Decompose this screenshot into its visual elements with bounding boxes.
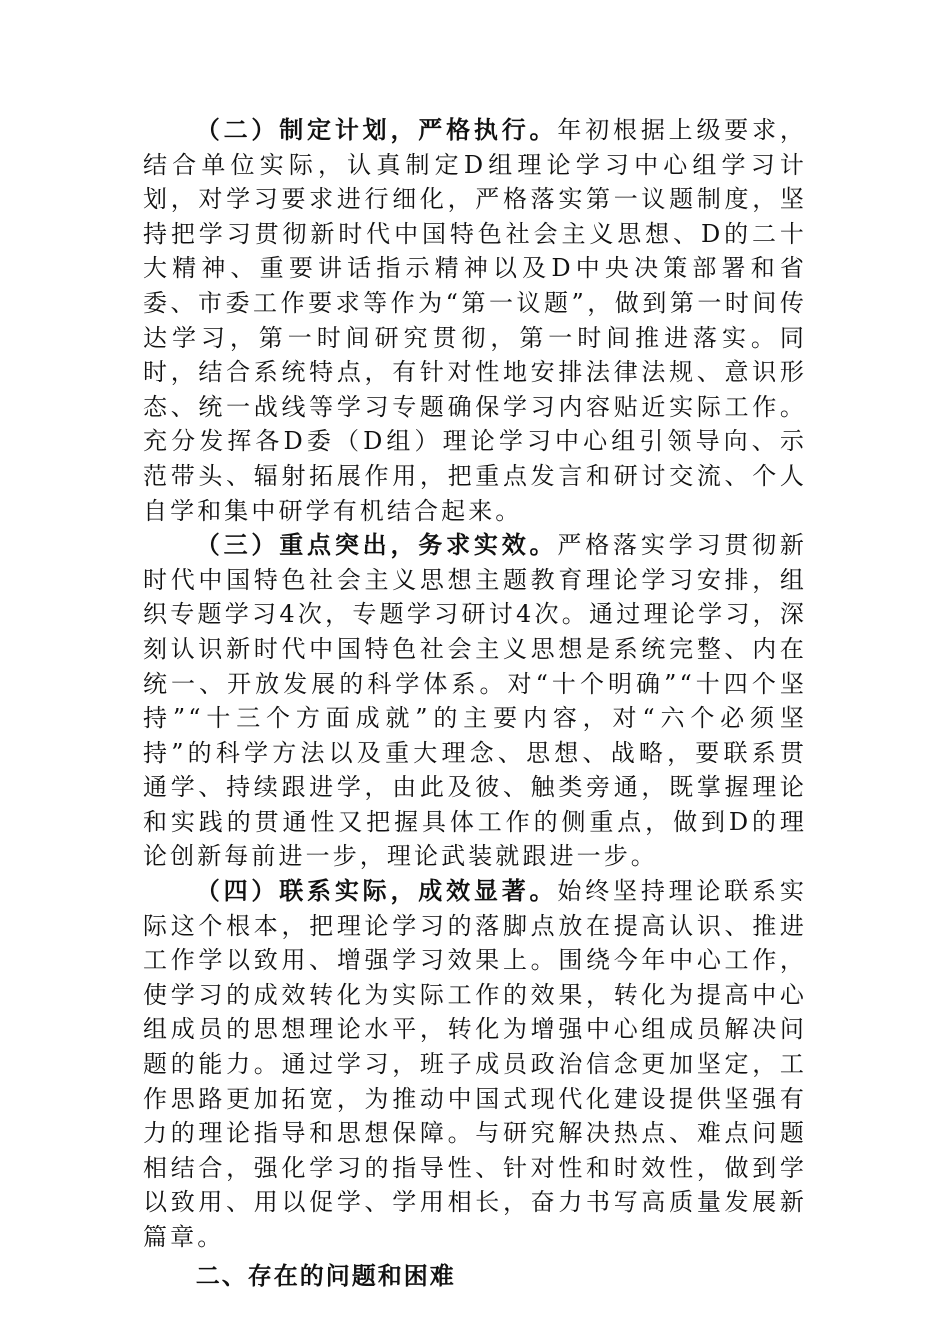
paragraph-text: 严格落实学习贯彻新时代中国特色社会主义思想主题教育理论学习安排，组织专题学习4次，专题学习研讨4次。通过理论学习，深刻认识新时代中国特色社会主义思想是系统完整、内在统一、开放发展的科学体系。对“十个明确”“十四个坚持”“十三个方面成就”的主要内容，对“六个必须坚持”的科学方法以及重大理念、思想、战略，要联系贯通学、持续跟进学，由此及彼、触类旁通，既掌握理论和实践的贯通性又把握具体工作的侧重点，做到D的理论创新每前进一步，理论武装就跟进一步。 [143, 531, 807, 871]
paragraph-text: 始终坚持理论联系实际这个根本，把理论学习的落脚点放在提高认识、推进工作学以致用、增强学习效果上。围绕今年中心工作，使学习的成效转化为实际工作的效果，转化为提高中心组成员的思想理论水平，转化为增强中心组成员解决问题的能力。通过学习，班子成员政治信念更加坚定，工作思路更加拓宽，为推动中国式现代化建设提供坚强有力的理论指导和思想保障。与研究解决热点、难点问题相结合，强化学习的指导性、针对性和时效性，做到学以致用、用以促学、学用相长，奋力书写高质量发展新篇章。 [143, 877, 807, 1251]
paragraph-text: 年初根据上级要求，结合单位实际，认真制定D组理论学习中心组学习计划，对学习要求进行细化，严格落实第一议题制度，坚持把学习贯彻新时代中国特色社会主义思想、D的二十大精神、重要讲话指示精神以及D中央决策部署和省委、市委工作要求等作为“第一议题”，做到第一时间传达学习，第一时间研究贯彻，第一时间推进落实。同时，结合系统特点，有针对性地安排法律法规、意识形态、统一战线等学习专题确保学习内容贴近实际工作。充分发挥各D委（D组）理论学习中心组引领导向、示范带头、辐射拓展作用，把重点发言和研讨交流、个人自学和集中研学有机结合起来。 [143, 116, 807, 525]
paragraph-lead: （二）制定计划，严格执行。 [195, 115, 558, 144]
paragraph-plan [143, 113, 807, 528]
paragraph-focus [143, 528, 807, 874]
paragraph-practice [143, 874, 807, 1255]
paragraph-lead: （三）重点突出，务求实效。 [195, 530, 558, 560]
section-heading: 二、存在的问题和困难 [195, 1261, 456, 1290]
document-body [143, 113, 807, 1293]
paragraph-lead: （四）联系实际，成效显著。 [195, 876, 558, 906]
